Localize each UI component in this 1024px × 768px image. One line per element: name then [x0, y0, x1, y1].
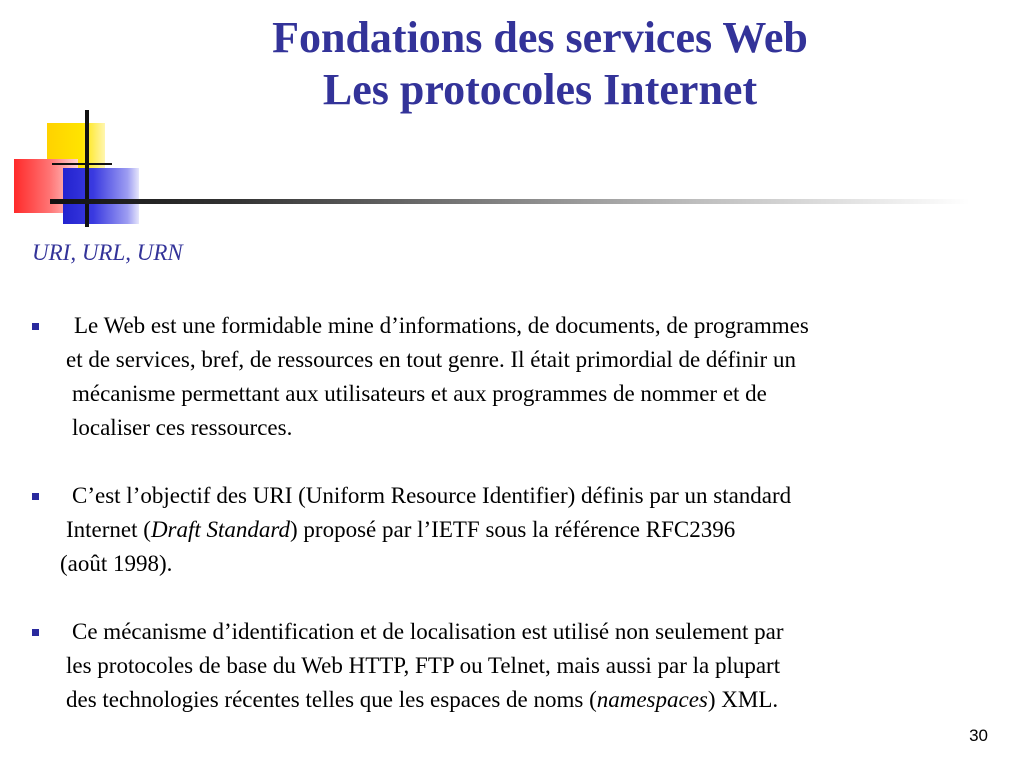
paragraph-3-line-3 [66, 683, 778, 717]
paragraph-1-line-1: Le Web est une formidable mine d’informations, de documents, de programmes [74, 313, 809, 338]
paragraph-1-line-4: localiser ces ressources. [72, 415, 293, 440]
paragraph-2-line-3: (août 1998). [60, 551, 173, 576]
paragraph-3-line-3-end: ) XML. [707, 687, 779, 712]
paragraph-3-line-3-start: des technologies récentes telles que les espaces de noms ( [66, 687, 597, 712]
draft-standard-term: Draft Standard [150, 517, 291, 542]
namespaces-term: namespaces [596, 687, 708, 712]
slide-title-line-2: Les protocoles Internet [322, 65, 758, 114]
section-subtitle: URI, URL, URN [32, 240, 183, 265]
slide-title-line-1: Fondations des services Web [272, 13, 808, 62]
paragraph-2-line-2-end: ) proposé par l’IETF sous la référence RFC2396 [290, 517, 736, 542]
paragraph-2-line-1: C’est l’objectif des URI (Uniform Resource Identifier) définis par un standard [72, 483, 792, 508]
paragraph-1-line-3: mécanisme permettant aux utilisateurs et aux programmes de nommer et de [72, 381, 767, 406]
paragraph-1-line-2: et de services, bref, de ressources en tout genre. Il était primordial de définir un [66, 347, 796, 372]
paragraph-3-line-1: Ce mécanisme d’identification et de localisation est utilisé non seulement par [72, 619, 784, 644]
slide-number: 30 [969, 726, 988, 745]
paragraph-3-line-2: les protocoles de base du Web HTTP, FTP ou Telnet, mais aussi par la plupart [66, 653, 781, 678]
paragraph-2-line-2-start: Internet ( [66, 517, 151, 542]
